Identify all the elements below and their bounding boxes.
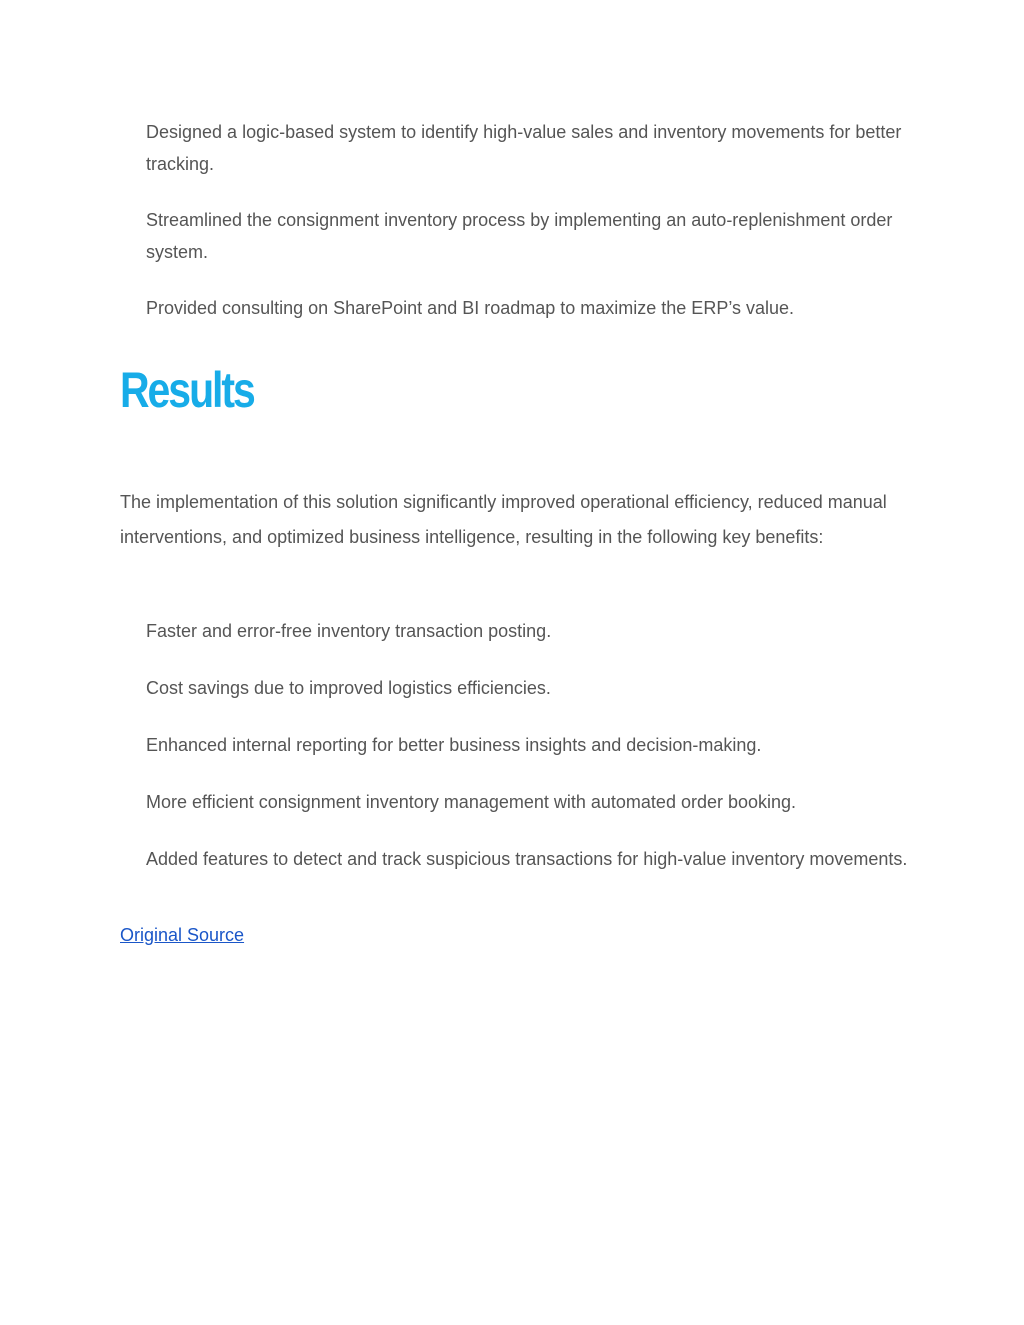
list-item: Faster and error-free inventory transaction posting.: [146, 621, 552, 641]
list-item: Enhanced internal reporting for better business insights and decision-making.: [146, 735, 762, 755]
list-item: More efficient consignment inventory management with automated order booking.: [146, 792, 797, 812]
results-paragraph: The implementation of this solution significantly improved operational efficiency, reduced manual interventions, and optimized business intelligence, resulting in the following key benefits:: [120, 492, 887, 547]
list-item: Cost savings due to improved logistics efficiencies.: [146, 678, 551, 698]
list-item: Added features to detect and track suspicious transactions for high-value inventory movements.: [146, 849, 908, 869]
list-item: Designed a logic-based system to identify high-value sales and inventory movements for better tracking.: [146, 122, 902, 174]
section-heading-results: Results: [120, 362, 254, 418]
original-source-link[interactable]: Original Source: [120, 925, 245, 945]
list-item: Streamlined the consignment inventory process by implementing an auto-replenishment order system.: [146, 210, 893, 262]
list-item: Provided consulting on SharePoint and BI roadmap to maximize the ERP’s value.: [146, 298, 795, 318]
